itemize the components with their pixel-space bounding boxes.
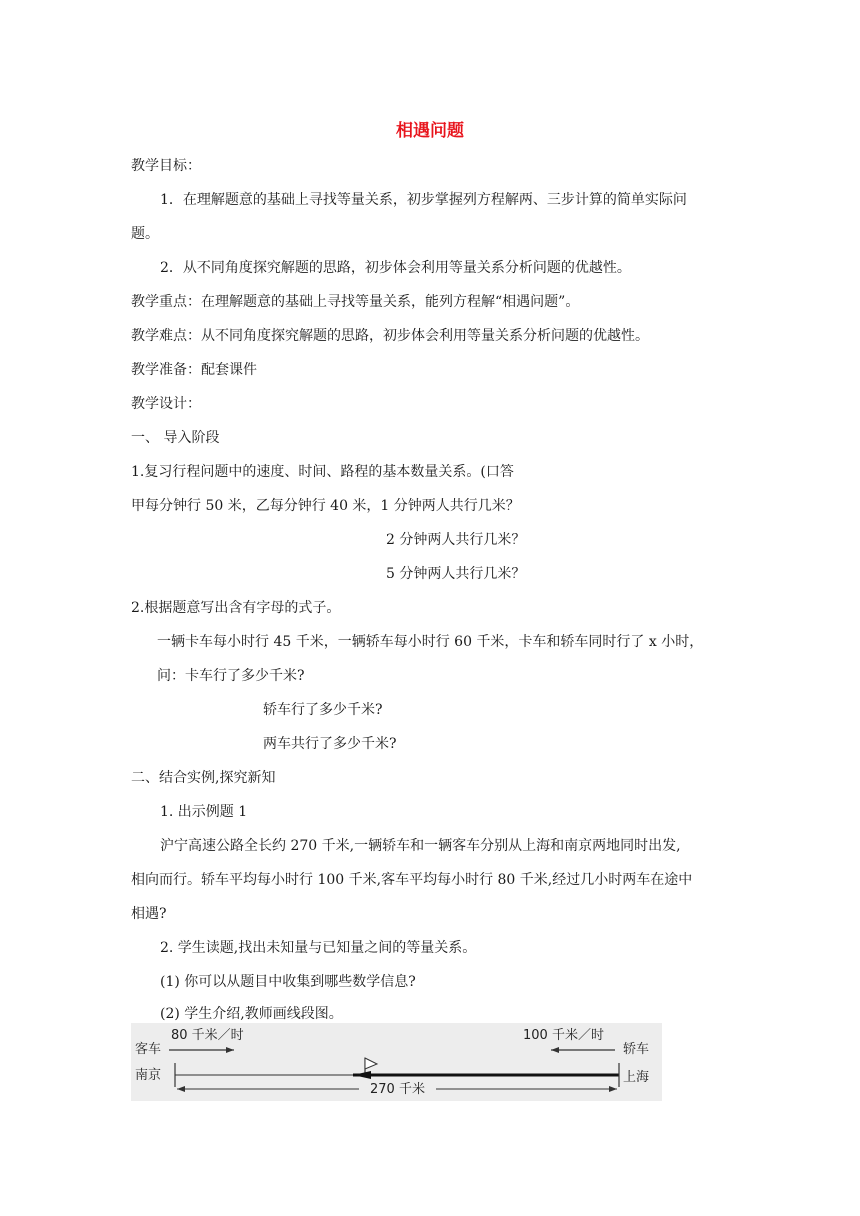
objective-1: 1．在理解题意的基础上寻找等量关系，初步掌握列方程解两、三步计算的简单实际问	[160, 192, 687, 208]
heading-design: 教学设计：	[131, 396, 201, 412]
truck-question-2: 轿车行了多少千米?	[263, 702, 383, 718]
heading-objectives: 教学目标：	[131, 158, 201, 174]
truck-question-1: 问：卡车行了多少千米?	[157, 668, 305, 684]
key-point: 教学重点：在理解题意的基础上寻找等量关系，能列方程解“相遇问题”。	[131, 294, 580, 310]
left-vehicle-label: 客车	[135, 1042, 162, 1057]
objective-1-cont: 题。	[131, 226, 159, 242]
question-line-3: 5 分钟两人共行几米？	[386, 566, 526, 582]
document-title: 相遇问题	[396, 121, 464, 141]
example-text-1: 沪宁高速公路全长约 270 千米,一辆轿车和一辆客车分别从上海和南京两地同时出发,	[160, 838, 681, 854]
example-text-2: 相向而行。轿车平均每小时行 100 千米,客车平均每小时行 80 千米,经过几小时两车在途中	[131, 872, 693, 888]
distance-label: 270 千米	[367, 1082, 428, 1098]
objective-2: 2．从不同角度探究解题的思路，初步体会利用等量关系分析问题的优越性。	[160, 260, 631, 276]
review-item-1: 1.复习行程问题中的速度、时间、路程的基本数量关系。(口答	[131, 464, 514, 480]
section-2-heading: 二、结合实例,探究新知	[131, 770, 276, 786]
truck-question-3: 两车共行了多少千米?	[263, 736, 397, 752]
question-line-1: 甲每分钟行 50 米，乙每分钟行 40 米，1 分钟两人共行几米？	[131, 498, 520, 514]
step-2: 2. 学生读题,找出未知量与已知量之间的等量关系。	[160, 940, 477, 956]
left-place-label: 南京	[135, 1068, 162, 1083]
right-vehicle-label: 轿车	[623, 1042, 650, 1057]
example-text-3: 相遇?	[131, 906, 167, 922]
left-speed-label: 80 千米／时	[171, 1028, 244, 1043]
section-1-heading: 一、 导入阶段	[131, 430, 220, 446]
line-segment-diagram	[131, 1023, 662, 1101]
preparation: 教学准备：配套课件	[131, 362, 257, 378]
right-speed-label: 100 千米／时	[523, 1028, 604, 1043]
difficult-point: 教学难点：从不同角度探究解题的思路，初步体会利用等量关系分析问题的优越性。	[131, 328, 649, 344]
step-2-sub-2: (2) 学生介绍,教师画线段图。	[160, 1006, 343, 1022]
review-item-2: 2.根据题意写出含有字母的式子。	[131, 600, 341, 616]
example-heading: 1. 出示例题 1	[160, 804, 248, 820]
truck-problem: 一辆卡车每小时行 45 千米，一辆轿车每小时行 60 千米，卡车和轿车同时行了 x 小时，	[157, 634, 704, 650]
question-line-2: 2 分钟两人共行几米？	[386, 532, 526, 548]
step-2-sub-1: (1) 你可以从题目中收集到哪些数学信息?	[160, 974, 416, 990]
right-place-label: 上海	[623, 1070, 650, 1085]
